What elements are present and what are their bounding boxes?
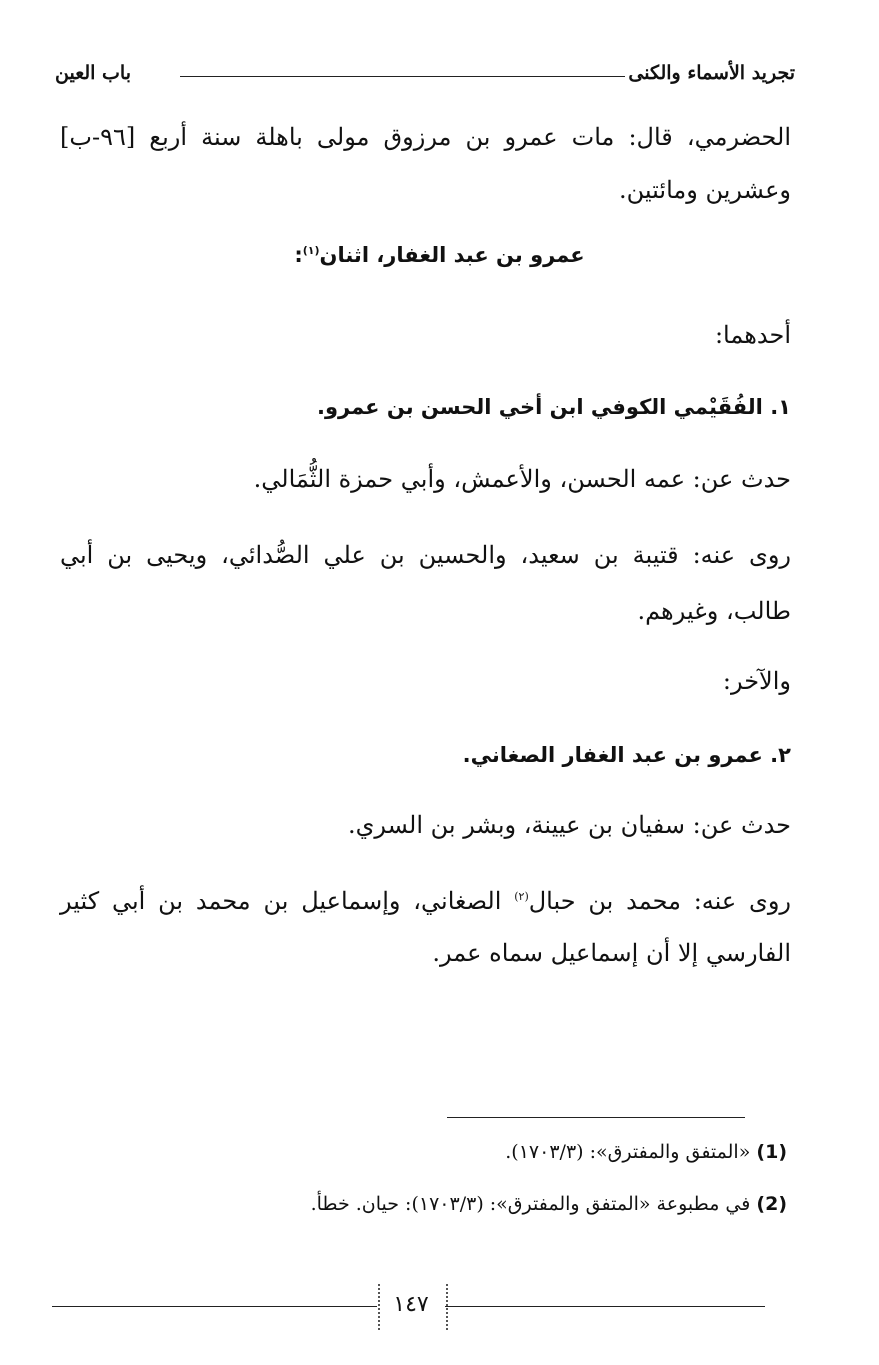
entry-narrated-by	[60, 880, 791, 918]
header-rule	[180, 76, 625, 77]
entry-narrated-by-cont: طالب، وغيرهم.	[637, 597, 791, 625]
entry-narrated-from: حدث عن: عمه الحسن، والأعمش، وأبي حمزة الثُّمَالي.	[253, 465, 791, 493]
running-header	[55, 60, 795, 90]
other-label: والآخر:	[722, 667, 791, 695]
section-heading	[0, 234, 879, 272]
footnote-text: «المتفق والمفترق»: (١٧٠٣/٣).	[505, 1141, 751, 1163]
footnote	[311, 1190, 787, 1218]
narrated-by-text: الصغاني، وإسماعيل بن محمد بن أبي كثير	[60, 887, 515, 915]
section-heading-text: عمرو بن عبد الغفار، اثنان	[319, 243, 585, 267]
entry-heading: ٢. عمرو بن عبد الغفار الصغاني.	[462, 743, 791, 767]
footnote-number: (2)	[756, 1193, 787, 1215]
footnote-ref: (٢)	[514, 890, 529, 903]
entry-narrated-from: حدث عن: سفيان بن عيينة، وبشر بن السري.	[347, 811, 791, 839]
entry-narrated-by-cont: الفارسي إلا أن إسماعيل سماه عمر.	[432, 939, 791, 967]
footnote-separator	[447, 1117, 745, 1118]
footnote	[505, 1138, 787, 1166]
footnote-text: في مطبوعة «المتفق والمفترق»: (١٧٠٣/٣): حيان. خطأ.	[310, 1193, 751, 1215]
first-label: أحدهما:	[714, 321, 791, 349]
footnote-number: (1)	[756, 1141, 787, 1163]
narrated-by-text: روى عنه: محمد بن حبال	[528, 887, 792, 915]
body-line: الحضرمي، قال: مات عمرو بن مرزوق مولى باهلة سنة أربع [٩٦-ب]	[60, 123, 791, 151]
footer-rule	[52, 1306, 377, 1307]
page-number: ١٤٧	[393, 1292, 429, 1317]
chapter-title: باب العين	[55, 62, 132, 84]
entry-heading: ١. الفُقَيْمي الكوفي ابن أخي الحسن بن عمرو.	[317, 395, 791, 419]
body-line: وعشرين ومائتين.	[619, 176, 791, 204]
book-title: تجريد الأسماء والكنى	[628, 62, 795, 84]
footer-rule	[445, 1306, 765, 1307]
entry-narrated-by: روى عنه: قتيبة بن سعيد، والحسين بن علي الصُّدائي، ويحيى بن أبي	[60, 541, 792, 569]
footnote-ref: (١)	[302, 244, 320, 257]
heading-colon: :	[294, 243, 303, 267]
